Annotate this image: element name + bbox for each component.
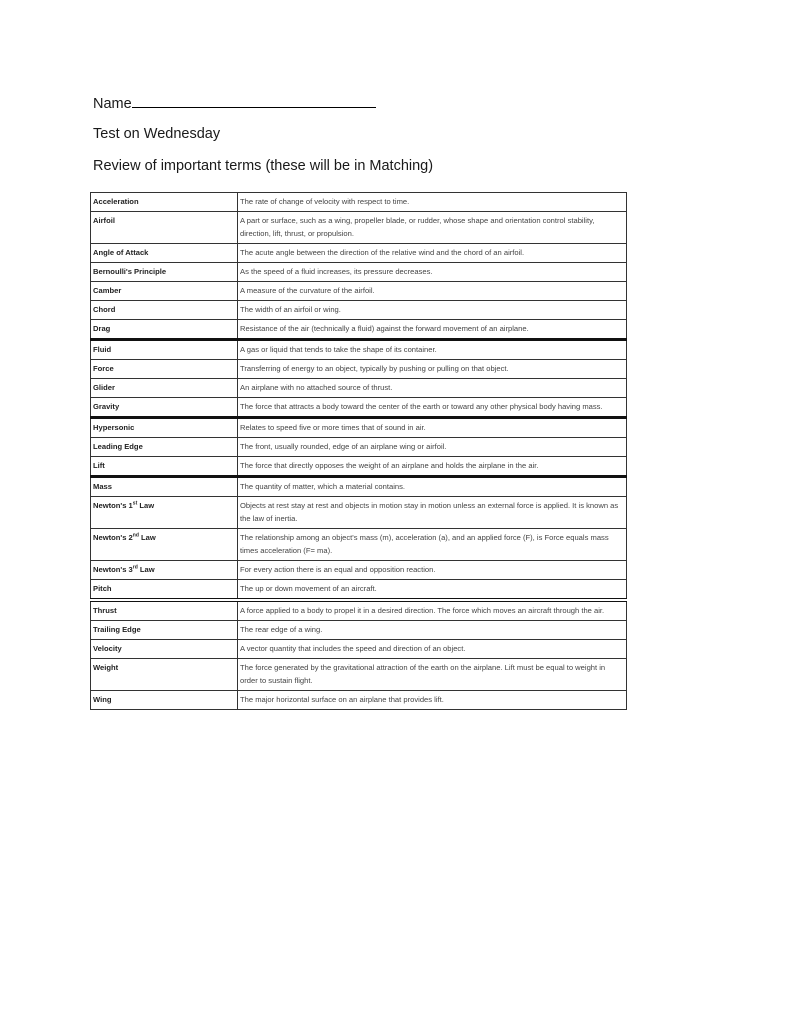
definition-cell: The front, usually rounded, edge of an airplane wing or airfoil. bbox=[238, 438, 627, 457]
table-row bbox=[91, 340, 627, 360]
table-row bbox=[91, 418, 627, 438]
term-cell: Velocity bbox=[91, 640, 238, 659]
table-row bbox=[91, 600, 627, 621]
definition-cell: As the speed of a fluid increases, its pressure decreases. bbox=[238, 263, 627, 282]
definition-cell: Resistance of the air (technically a fluid) against the forward movement of an airplane. bbox=[238, 320, 627, 340]
term-suffix: Law bbox=[137, 565, 155, 574]
term-cell bbox=[91, 497, 238, 529]
term-cell: Glider bbox=[91, 379, 238, 398]
term-prefix: Newton's 2 bbox=[93, 533, 133, 542]
table-row bbox=[91, 659, 627, 691]
term-cell: Hypersonic bbox=[91, 418, 238, 438]
term-cell: Pitch bbox=[91, 580, 238, 601]
term-prefix: Newton's 1 bbox=[93, 501, 133, 510]
term-suffix: Law bbox=[138, 533, 156, 542]
table-row bbox=[91, 301, 627, 320]
terms-table bbox=[90, 192, 627, 710]
term-cell: Force bbox=[91, 360, 238, 379]
definition-cell: A measure of the curvature of the airfoil. bbox=[238, 282, 627, 301]
definition-cell: The rear edge of a wing. bbox=[238, 621, 627, 640]
definition-cell: A part or surface, such as a wing, propeller blade, or rudder, whose shape and orientation control stability, direction, lift, thrust, or propulsion. bbox=[238, 212, 627, 244]
table-row bbox=[91, 244, 627, 263]
definition-cell: The width of an airfoil or wing. bbox=[238, 301, 627, 320]
term-cell: Gravity bbox=[91, 398, 238, 418]
term-cell bbox=[91, 529, 238, 561]
table-row bbox=[91, 212, 627, 244]
table-row bbox=[91, 398, 627, 418]
table-row bbox=[91, 282, 627, 301]
definition-cell: For every action there is an equal and opposition reaction. bbox=[238, 561, 627, 580]
term-superscript: st bbox=[132, 500, 138, 507]
name-blank-line bbox=[132, 93, 376, 108]
definition-cell: The quantity of matter, which a material contains. bbox=[238, 477, 627, 497]
term-superscript: rd bbox=[132, 564, 138, 571]
table-row bbox=[91, 360, 627, 379]
definition-cell: An airplane with no attached source of thrust. bbox=[238, 379, 627, 398]
term-cell: Weight bbox=[91, 659, 238, 691]
table-row bbox=[91, 477, 627, 497]
definition-cell: The force that attracts a body toward the center of the earth or toward any other physical body having mass. bbox=[238, 398, 627, 418]
term-cell: Trailing Edge bbox=[91, 621, 238, 640]
definition-cell: Transferring of energy to an object, typically by pushing or pulling on that object. bbox=[238, 360, 627, 379]
definition-cell: Relates to speed five or more times that of sound in air. bbox=[238, 418, 627, 438]
table-row bbox=[91, 438, 627, 457]
term-cell: Airfoil bbox=[91, 212, 238, 244]
test-announcement: Test on Wednesday bbox=[93, 126, 221, 142]
definition-cell: The force generated by the gravitational attraction of the earth on the airplane. Lift must be equal to weight in order to sustain flight. bbox=[238, 659, 627, 691]
definition-cell: A vector quantity that includes the speed and direction of an object. bbox=[238, 640, 627, 659]
table-row bbox=[91, 263, 627, 282]
term-cell bbox=[91, 561, 238, 580]
definition-cell: A gas or liquid that tends to take the shape of its container. bbox=[238, 340, 627, 360]
name-field bbox=[93, 93, 376, 112]
term-cell: Thrust bbox=[91, 600, 238, 621]
term-cell: Chord bbox=[91, 301, 238, 320]
table-row bbox=[91, 193, 627, 212]
term-cell: Leading Edge bbox=[91, 438, 238, 457]
review-heading: Review of important terms (these will be in Matching) bbox=[93, 158, 434, 174]
table-row bbox=[91, 640, 627, 659]
term-cell: Bernoulli's Principle bbox=[91, 263, 238, 282]
term-prefix: Newton's 3 bbox=[93, 565, 133, 574]
term-cell: Acceleration bbox=[91, 193, 238, 212]
table-row bbox=[91, 621, 627, 640]
term-cell: Wing bbox=[91, 691, 238, 710]
definition-cell: A force applied to a body to propel it in a desired direction. The force which moves an aircraft through the air. bbox=[238, 600, 627, 621]
term-cell: Fluid bbox=[91, 340, 238, 360]
table-row bbox=[91, 561, 627, 580]
table-row bbox=[91, 580, 627, 601]
table-row bbox=[91, 457, 627, 477]
term-cell: Lift bbox=[91, 457, 238, 477]
term-superscript: nd bbox=[132, 532, 139, 539]
definition-cell: The relationship among an object's mass (m), acceleration (a), and an applied force (F), is Force equals mass times acceleration (F= ma). bbox=[238, 529, 627, 561]
table-row bbox=[91, 529, 627, 561]
term-cell: Mass bbox=[91, 477, 238, 497]
definition-cell: The acute angle between the direction of the relative wind and the chord of an airfoil. bbox=[238, 244, 627, 263]
table-row bbox=[91, 691, 627, 710]
table-row bbox=[91, 497, 627, 529]
definition-cell: The rate of change of velocity with respect to time. bbox=[238, 193, 627, 212]
term-cell: Drag bbox=[91, 320, 238, 340]
definition-cell: The force that directly opposes the weight of an airplane and holds the airplane in the air. bbox=[238, 457, 627, 477]
definition-cell: The up or down movement of an aircraft. bbox=[238, 580, 627, 601]
table-row bbox=[91, 320, 627, 340]
term-cell: Camber bbox=[91, 282, 238, 301]
name-label: Name bbox=[93, 96, 132, 112]
table-row bbox=[91, 379, 627, 398]
term-cell: Angle of Attack bbox=[91, 244, 238, 263]
term-suffix: Law bbox=[137, 501, 155, 510]
definition-cell: Objects at rest stay at rest and objects in motion stay in motion unless an external force is applied. It is known as the law of inertia. bbox=[238, 497, 627, 529]
definition-cell: The major horizontal surface on an airplane that provides lift. bbox=[238, 691, 627, 710]
